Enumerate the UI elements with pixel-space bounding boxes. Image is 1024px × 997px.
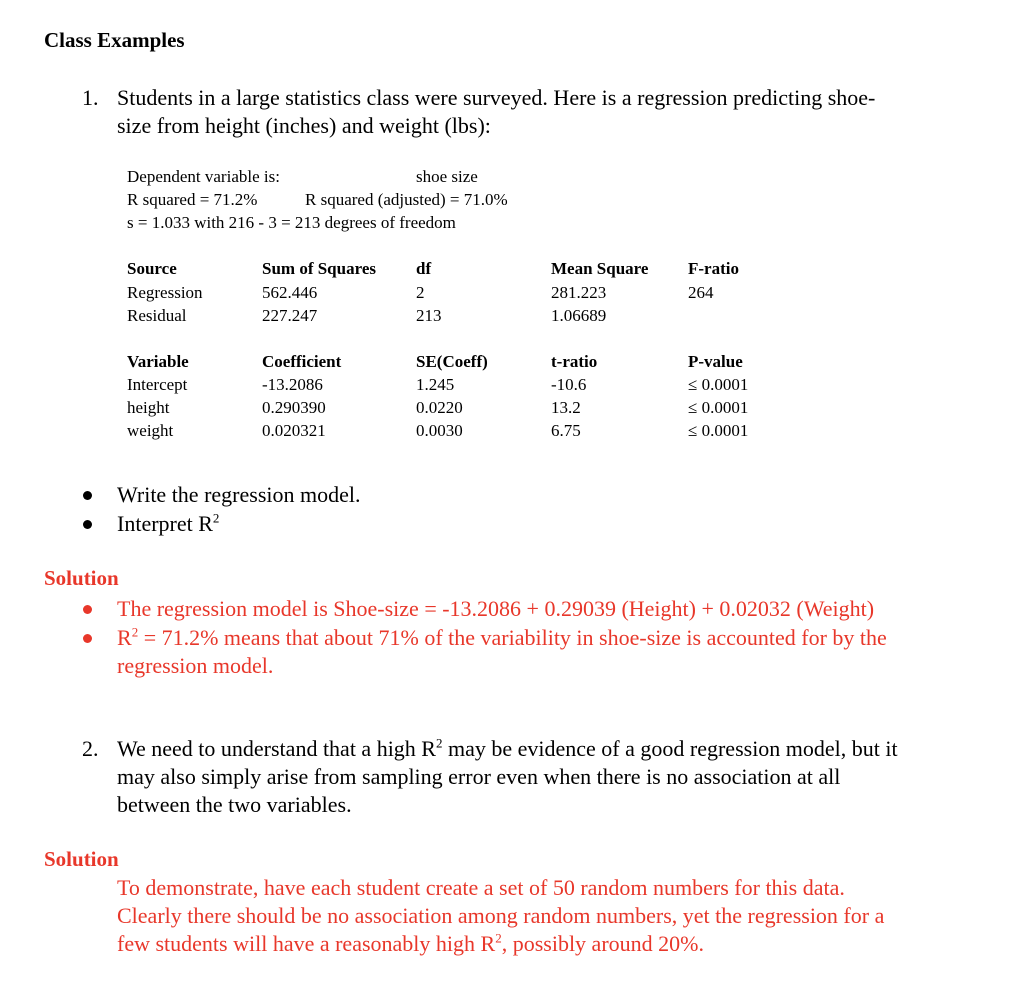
s-degrees-of-freedom: s = 1.033 with 216 - 3 = 213 degrees of freedom — [127, 213, 456, 232]
solution-2-line-3: few students will have a reasonably high $R^2$, possibly around 20%. — [117, 930, 704, 956]
coef-cell: 0.0030 — [416, 421, 463, 440]
coef-cell: Intercept — [127, 375, 188, 394]
anova-cell: 213 — [416, 306, 442, 325]
anova-cell: 264 — [688, 283, 714, 302]
solution-1-model: The regression model is Shoe-size = -13.2086 + 0.29039 (Height) + 0.02032 (Weight) — [117, 596, 875, 621]
coef-cell: weight — [127, 421, 174, 440]
solution-2-line-2: Clearly there should be no association among random numbers, yet the regression for a — [117, 903, 885, 928]
coef-header-coefficient: Coefficient — [262, 352, 342, 371]
question-1-line-1: Students in a large statistics class were surveyed. Here is a regression predicting shoe- — [117, 85, 876, 110]
question-1-number: 1. — [82, 85, 99, 110]
coef-header-se: SE(Coeff) — [416, 352, 488, 371]
coef-header-p-value: P-value — [688, 352, 743, 371]
anova-cell: 1.06689 — [551, 306, 607, 325]
coef-cell: height — [127, 398, 170, 417]
coef-cell: ≤ 0.0001 — [688, 375, 749, 394]
question-2-line-3: between the two variables. — [117, 792, 352, 817]
anova-header-df: df — [416, 259, 432, 278]
anova-cell: 2 — [416, 283, 425, 302]
solution-1-r2-line-2: regression model. — [117, 653, 274, 678]
task-interpret-r2: Interpret $R^2$ — [117, 510, 220, 536]
bullet-icon — [83, 634, 92, 643]
r-squared-adjusted: R squared (adjusted) = 71.0% — [305, 190, 508, 209]
solution-1-r2-line-1: $R^2 = 71.2\%$ means that about 71% of the variability in shoe-size is accounted for by the — [117, 624, 887, 650]
page-title: Class Examples — [44, 28, 185, 52]
bullet-icon — [83, 605, 92, 614]
anova-header-sum-of-squares: Sum of Squares — [262, 259, 376, 278]
anova-header-f-ratio: F-ratio — [688, 259, 739, 278]
task-write-model: Write the regression model. — [117, 482, 361, 507]
coef-header-t-ratio: t-ratio — [551, 352, 598, 371]
coef-cell: 13.2 — [551, 398, 581, 417]
coef-cell: ≤ 0.0001 — [688, 398, 749, 417]
coef-header-variable: Variable — [127, 352, 189, 371]
anova-cell: Residual — [127, 306, 187, 325]
dependent-variable-value: shoe size — [416, 167, 478, 186]
dependent-variable-label: Dependent variable is: — [127, 167, 280, 186]
anova-cell: 281.223 — [551, 283, 607, 302]
anova-header-source: Source — [127, 259, 177, 278]
coef-cell: 1.245 — [416, 375, 455, 394]
question-2-line-1: We need to understand that a high $R^2$ may be evidence of a good regression model, but it — [117, 735, 898, 761]
anova-header-mean-square: Mean Square — [551, 259, 649, 278]
solution-2-line-1: To demonstrate, have each student create a set of 50 random numbers for this data. — [117, 875, 845, 900]
solution-1-label: Solution — [44, 566, 119, 590]
bullet-icon — [83, 520, 92, 529]
coef-cell: 0.0220 — [416, 398, 463, 417]
anova-cell: Regression — [127, 283, 203, 302]
question-2-number: 2. — [82, 736, 99, 761]
coef-cell: -10.6 — [551, 375, 587, 394]
anova-cell: 227.247 — [262, 306, 318, 325]
question-2-line-2: may also simply arise from sampling error even when there is no association at all — [117, 764, 841, 789]
coef-cell: 0.020321 — [262, 421, 326, 440]
solution-2-label: Solution — [44, 847, 119, 871]
coef-cell: -13.2086 — [262, 375, 323, 394]
r-squared: R squared = 71.2% — [127, 190, 258, 209]
question-1-line-2: size from height (inches) and weight (lbs): — [117, 113, 491, 138]
anova-cell: 562.446 — [262, 283, 318, 302]
coef-cell: 6.75 — [551, 421, 581, 440]
bullet-icon — [83, 491, 92, 500]
coef-cell: 0.290390 — [262, 398, 326, 417]
coef-cell: ≤ 0.0001 — [688, 421, 749, 440]
